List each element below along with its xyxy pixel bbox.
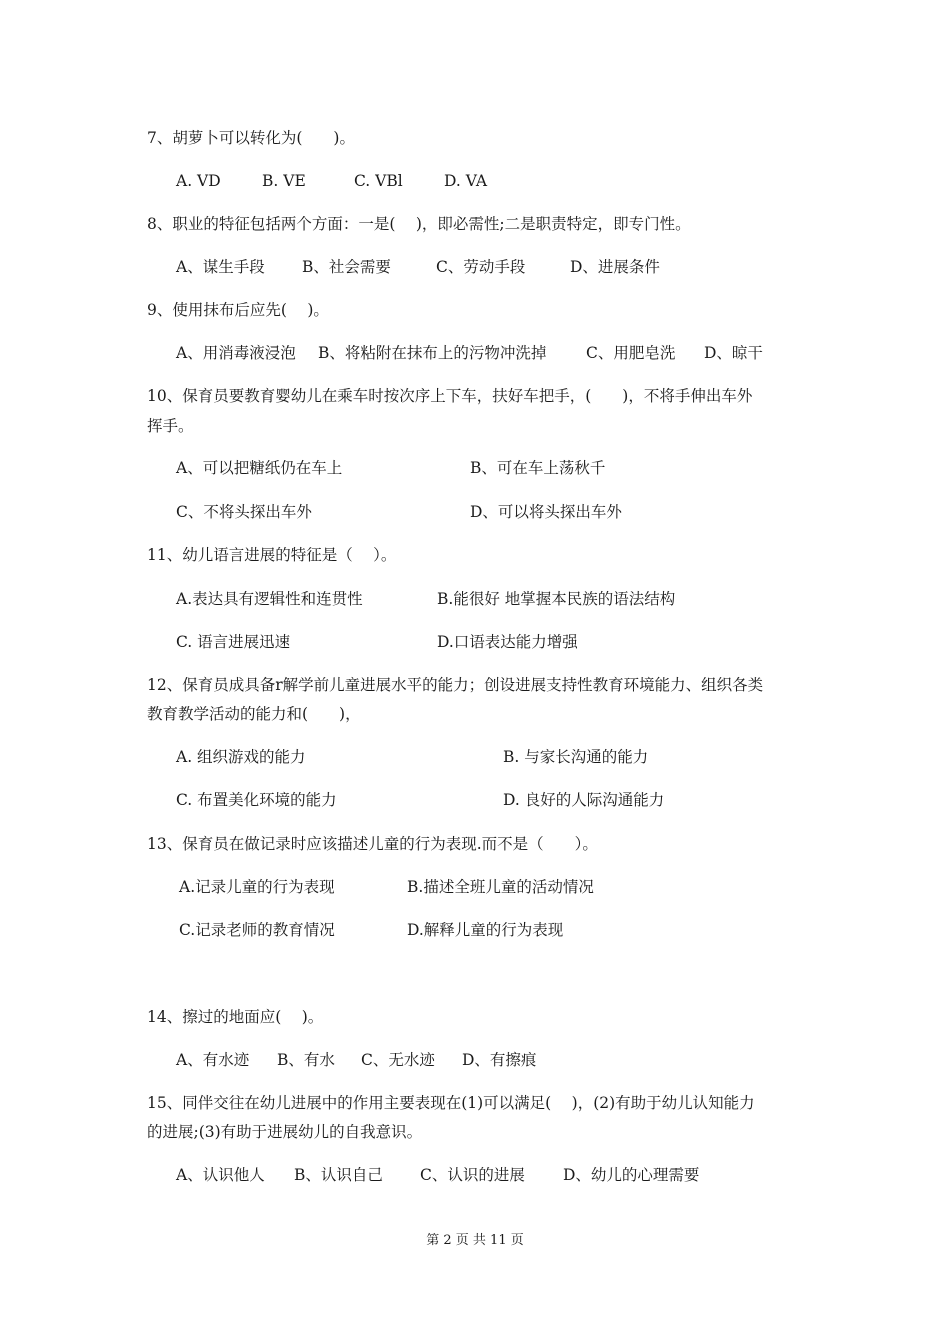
- q9-option-c: C、用肥皂洗: [586, 344, 676, 362]
- q13-option-d: D.解释儿童的行为表现: [407, 921, 564, 939]
- q13-option-a: A.记录儿童的行为表现: [179, 878, 335, 896]
- q7-option-c: C. VBl: [354, 172, 403, 190]
- page-footer: 第 2 页 共 11 页: [426, 1233, 524, 1248]
- q15-option-d: D、幼儿的心理需要: [563, 1166, 700, 1184]
- q8-option-a: A、谋生手段: [176, 258, 265, 276]
- q7-option-d: D. VA: [444, 172, 488, 190]
- q14-option-b: B、有水: [277, 1051, 335, 1069]
- question-12-line-1: 12、保育员成具备r解学前儿童进展水平的能力；创设进展支持性教育环境能力、组织各类: [147, 676, 764, 694]
- question-10-line-1: 10、保育员要教育婴幼儿在乘车时按次序上下车，扶好车把手，( )，不将手伸出车外: [147, 387, 753, 405]
- q8-option-b: B、社会需要: [302, 258, 391, 276]
- q9-option-a: A、用消毒液浸泡: [176, 344, 296, 362]
- q10-option-a: A、可以把糖纸仍在车上: [176, 459, 343, 477]
- q7-option-b: B. VE: [262, 172, 306, 190]
- q13-option-c: C.记录老师的教育情况: [179, 921, 335, 939]
- question-15-line-2: 的进展;(3)有助于进展幼儿的自我意识。: [147, 1123, 423, 1141]
- q15-option-a: A、认识他人: [176, 1166, 265, 1184]
- q15-option-b: B、认识自己: [294, 1166, 383, 1184]
- q8-option-c: C、劳动手段: [436, 258, 526, 276]
- question-12-line-2: 教育教学活动的能力和( )，: [147, 705, 361, 723]
- q12-option-b: B. 与家长沟通的能力: [503, 748, 649, 766]
- q14-option-c: C、无水迹: [361, 1051, 435, 1069]
- q10-option-b: B、可在车上荡秋千: [470, 459, 606, 477]
- q14-option-a: A、有水迹: [176, 1051, 250, 1069]
- question-13: 13、保育员在做记录时应该描述儿童的行为表现.而不是（ ）。: [147, 835, 598, 853]
- q12-option-d: D. 良好的人际沟通能力: [503, 791, 665, 809]
- q11-option-b: B.能很好 地掌握本民族的语法结构: [437, 590, 676, 608]
- question-15-line-1: 15、同伴交往在幼儿进展中的作用主要表现在(1)可以满足( )，(2)有助于幼儿认知能力: [147, 1094, 755, 1112]
- q10-option-c: C、不将头探出车外: [176, 503, 312, 521]
- q14-option-d: D、有擦痕: [462, 1051, 537, 1069]
- q11-option-a: A.表达具有逻辑性和连贯性: [176, 590, 363, 608]
- q12-option-c: C. 布置美化环境的能力: [176, 791, 337, 809]
- q9-option-d: D、晾干: [704, 344, 763, 362]
- q11-option-c: C. 语言进展迅速: [176, 633, 291, 651]
- q11-option-d: D.口语表达能力增强: [437, 633, 578, 651]
- q13-option-b: B.描述全班儿童的活动情况: [407, 878, 594, 896]
- q8-option-d: D、进展条件: [570, 258, 660, 276]
- q9-option-b: B、将粘附在抹布上的污物冲洗掉: [318, 344, 547, 362]
- question-9: 9、使用抹布后应先( )。: [147, 301, 329, 319]
- question-14: 14、擦过的地面应( )。: [147, 1008, 324, 1026]
- question-8: 8、职业的特征包括两个方面：一是( )，即必需性;二是职责特定，即专门性。: [147, 215, 691, 233]
- q12-option-a: A. 组织游戏的能力: [176, 748, 306, 766]
- q10-option-d: D、可以将头探出车外: [470, 503, 622, 521]
- q15-option-c: C、认识的进展: [420, 1166, 525, 1184]
- question-11: 11、幼儿语言进展的特征是（ ）。: [147, 546, 397, 564]
- question-7: 7、胡萝卜可以转化为( )。: [147, 129, 355, 147]
- q7-option-a: A. VD: [176, 172, 221, 190]
- question-10-line-2: 挥手。: [147, 417, 194, 435]
